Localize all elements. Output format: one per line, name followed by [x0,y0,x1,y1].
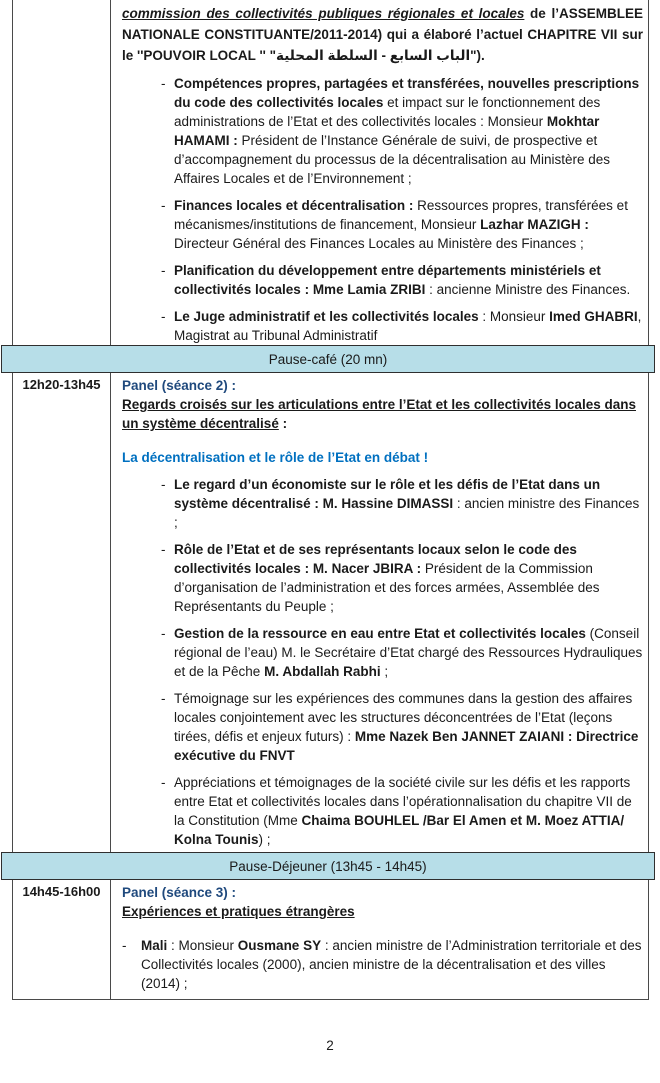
bullet-item [122,307,643,345]
bullet-text: Planification du développement entre départements ministériels et collectivités locales : Mme Lamia ZRIBI : ancienne Ministre des Finances. [174,263,631,297]
bullet-text: Gestion de la ressource en eau entre Etat et collectivités locales (Conseil régional de l’eau) M. le Secrétaire d’Etat chargé des Ressources Hydrauliques et de la Pêche M. Abdallah Rabhi ; [174,626,643,679]
bullet-dash: - [161,76,166,91]
pause-label: Pause-Déjeuner (13h45 - 14h45) [229,858,427,874]
page-number: 2 [326,1038,334,1053]
session-content [111,880,648,999]
bullet-dash: - [122,938,127,953]
bullet-item [122,540,643,616]
bullet-text: Mali : Monsieur Ousmane SY : ancien ministre de l’Administration territoriale et des Collectivités locales (2000), ancien ministre de la décentralisation et des villes (2014) ; [141,938,642,991]
bullet-dash: - [161,542,166,557]
session-content [111,0,648,345]
panel-heading: Panel (séance 2) : [122,378,237,393]
session-content [111,373,648,852]
bullet-dash: - [161,477,166,492]
bullet-text: Témoignage sur les expériences des communes dans la gestion des affaires locales conjointement avec les structures déconcentrées de l’Etat (leçons tirées, défis et enjeux futurs) : Mme Nazek Ben JANNET ZAIANI : Directrice exécutive du FNVT [174,691,639,763]
session-row-2 [12,373,649,852]
bullet-text: Compétences propres, partagées et transférées, nouvelles prescriptions du code des collectivités locales et impact sur le fonctionnement des administrations de l’Etat et des collectivités locales : Monsieur Mokhtar HAMAMI : Président de l’Instance Générale de suivi, de prospective et d’accompagnement du processus de la décentralisation au Ministère des Affaires Locales et de l’Environnement ; [174,76,640,186]
session-topic-heading: Expériences et pratiques étrangères [122,904,355,919]
bullet-item [122,624,643,681]
session-row-1 [12,0,649,345]
bullet-text: Finances locales et décentralisation : Ressources propres, transférées et mécanismes/institutions de financement, Monsieur Lazhar MAZIGH : Directeur Général des Finances Locales au Ministère des Finances ; [174,198,628,251]
bullet-item [122,689,643,765]
bullet-text: Appréciations et témoignages de la société civile sur les défis et les rapports entre Etat et collectivités locales dans l’opérationnalisation du chapitre VII de la Constitution (Mme Chaima BOUHLEL /Bar El Amen et M. Moez ATTIA/ Kolna Tounis) ; [174,775,632,847]
bullet-text: Le regard d’un économiste sur le rôle et les défis de l’Etat dans un système décentralisé : M. Hassine DIMASSI : ancien ministre des Finances ; [174,477,640,530]
time-cell: 14h45-16h00 [13,880,111,999]
intro-paragraph: commission des collectivités publiques régionales et locales de l’ASSEMBLEE NATIONALE CONSTITUANTE/2011-2014) qui a élaboré l’actuel CHAPITRE VII sur le ''POUVOIR LOCAL '' "الباب السابع - السلطة المحلية"). [122,6,643,63]
time-cell: 12h20-13h45 [13,373,111,852]
bullet-item [122,196,643,253]
debate-subheading: La décentralisation et le rôle de l’Etat en débat ! [122,450,429,465]
bullet-item [122,936,643,993]
bullet-dash: - [161,309,166,324]
bullet-dash: - [161,691,166,706]
time-cell [13,0,111,345]
bullet-dash: - [161,198,166,213]
bullet-dash: - [161,626,166,641]
bullet-text: Rôle de l’Etat et de ses représentants locaux selon le code des collectivités locales : M. Nacer JBIRA : Président de la Commission d’organisation de l’administration et des forces armées, Assemblée des Représentants du Peuple ; [174,542,600,614]
pause-row-coffee [1,345,655,373]
bullet-dash: - [161,775,166,790]
bullet-item [122,261,643,299]
bullet-item [122,773,643,849]
session-row-3 [12,880,649,1000]
bullet-text: Le Juge administratif et les collectivités locales : Monsieur Imed GHABRI, Magistrat au Tribunal Administratif [174,309,642,343]
bullet-dash: - [161,263,166,278]
panel-heading: Panel (séance 3) : [122,885,237,900]
bullet-item [122,74,643,188]
session-topic-heading: Regards croisés sur les articulations entre l’Etat et les collectivités locales dans un système décentralisé : [122,397,636,431]
pause-label: Pause-café (20 mn) [268,351,388,367]
bullet-item [122,475,643,532]
pause-row-lunch [1,852,655,880]
